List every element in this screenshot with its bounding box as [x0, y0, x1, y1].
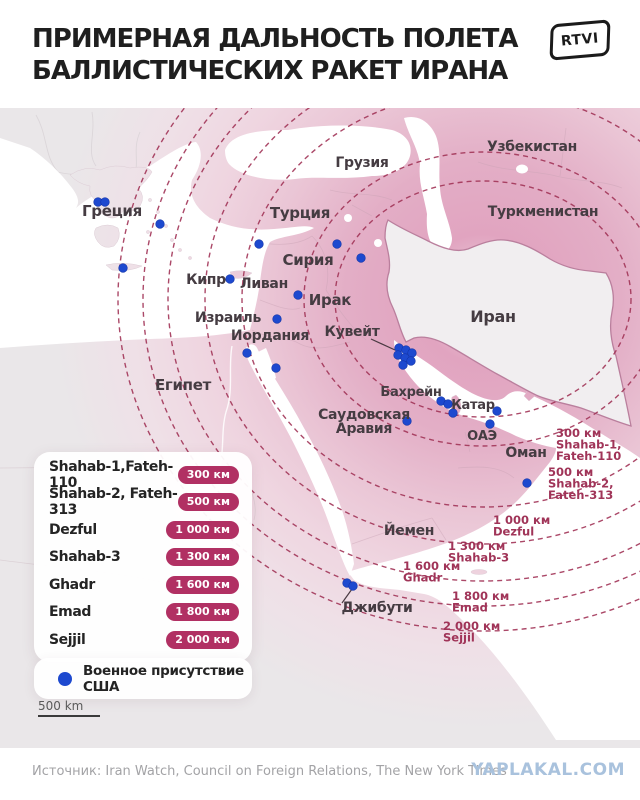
source-attribution: Источник: Iran Watch, Council on Foreign Relations, The New York Times — [32, 764, 507, 779]
country-label: Египет — [154, 376, 212, 394]
scale-label: 500 km — [38, 699, 84, 713]
legend-missile-row — [49, 458, 239, 491]
us-base-dot — [243, 349, 252, 358]
country-label: Ирак — [308, 291, 352, 309]
map-scale — [38, 699, 100, 717]
country-label: Иордания — [230, 328, 310, 344]
us-base-dot — [156, 220, 165, 229]
country-label: Джибути — [341, 600, 413, 616]
us-base-dot — [119, 264, 128, 273]
header — [0, 0, 640, 108]
range-badge: 1 300 км — [166, 548, 239, 566]
missile-name: Ghadr — [49, 576, 95, 593]
us-base-dot — [486, 420, 495, 429]
rtvi-logo-text: RTVI — [560, 30, 600, 50]
missile-name: Dezful — [49, 521, 97, 538]
rtvi-logo — [549, 19, 610, 60]
us-base-dot — [349, 582, 358, 591]
legend-missile-row — [49, 544, 239, 572]
page-title — [32, 24, 518, 87]
country-label: Грузия — [335, 155, 389, 171]
us-base-dot — [294, 291, 303, 300]
range-ring-label: 1 800 км Emad — [452, 589, 510, 615]
us-base-dot — [399, 361, 408, 370]
legend-missile-row — [49, 571, 239, 599]
range-ring-label: 1 600 км Ghadr — [403, 559, 461, 585]
legend-missile-row — [49, 486, 239, 519]
country-label: Ливан — [240, 276, 288, 292]
country-label: Катар — [451, 398, 495, 413]
us-base-dot — [357, 254, 366, 263]
us-base-dot — [333, 240, 342, 249]
country-label: Узбекистан — [486, 139, 578, 155]
socotra-island — [471, 570, 487, 575]
country-label: Греция — [82, 202, 142, 220]
us-base-dot — [255, 240, 264, 249]
country-label: Турция — [269, 204, 331, 222]
us-presence-legend — [34, 658, 252, 699]
us-presence-dot-icon — [58, 672, 72, 686]
watermark: YAPLAKAL.COM — [471, 760, 625, 780]
country-label: Кипр — [186, 272, 226, 288]
missile-name: Emad — [49, 604, 92, 621]
range-badge: 2 000 км — [166, 631, 239, 649]
range-badge: 1 600 км — [166, 576, 239, 594]
title-line-2: БАЛЛИСТИЧЕСКИХ РАКЕТ ИРАНА — [32, 55, 508, 86]
country-label: Бахрейн — [380, 385, 442, 400]
range-ring-label: 300 км Shahab-1, Fateh-110 — [556, 426, 622, 463]
legend-missile-row — [49, 599, 239, 627]
us-base-dot — [523, 479, 532, 488]
us-base-dot — [273, 315, 282, 324]
scale-line — [38, 715, 100, 717]
us-presence-label: Военное присутствие США — [83, 662, 244, 695]
range-ring-label: 1 300 км Shahab-3 — [448, 539, 510, 565]
lake-van — [344, 214, 352, 222]
lake-urmia — [374, 239, 382, 247]
missile-name: Shahab-2, Fateh-313 — [49, 486, 178, 519]
missile-legend — [34, 452, 252, 662]
footer — [0, 748, 640, 800]
country-label: ОАЭ — [467, 429, 497, 444]
missile-name: Shahab-1,Fateh-110 — [49, 458, 173, 491]
country-label: Оман — [505, 445, 547, 461]
missile-name: Sejjil — [49, 631, 86, 648]
range-badge: 500 км — [178, 493, 239, 511]
country-label: Йемен — [383, 523, 435, 539]
range-badge: 1 000 км — [166, 521, 239, 539]
legend-missile-row — [49, 516, 239, 544]
range-badge: 1 800 км — [166, 603, 239, 621]
us-base-dot — [272, 364, 281, 373]
aral-lake — [516, 165, 528, 174]
legend-missile-row — [49, 626, 239, 654]
us-base-dot — [407, 357, 416, 366]
black-sea — [225, 126, 411, 180]
country-label: Кувейт — [324, 324, 380, 340]
title-line-1: ПРИМЕРНАЯ ДАЛЬНОСТЬ ПОЛЕТА — [32, 24, 518, 54]
range-ring-label: 500 км Shahab-2, Fateh-313 — [548, 465, 614, 502]
range-badge: 300 км — [178, 466, 239, 484]
country-label: Иран — [470, 307, 516, 326]
country-label: Израиль — [194, 310, 262, 326]
country-label: Саудовская Аравия — [318, 407, 410, 437]
range-ring-label: 1 000 км Dezful — [493, 513, 551, 539]
country-label: Туркменистан — [487, 204, 599, 220]
us-base-dot — [226, 275, 235, 284]
missile-name: Shahab-3 — [49, 549, 121, 566]
country-label: Сирия — [282, 251, 334, 269]
range-ring-label: 2 000 км Sejjil — [443, 619, 501, 645]
